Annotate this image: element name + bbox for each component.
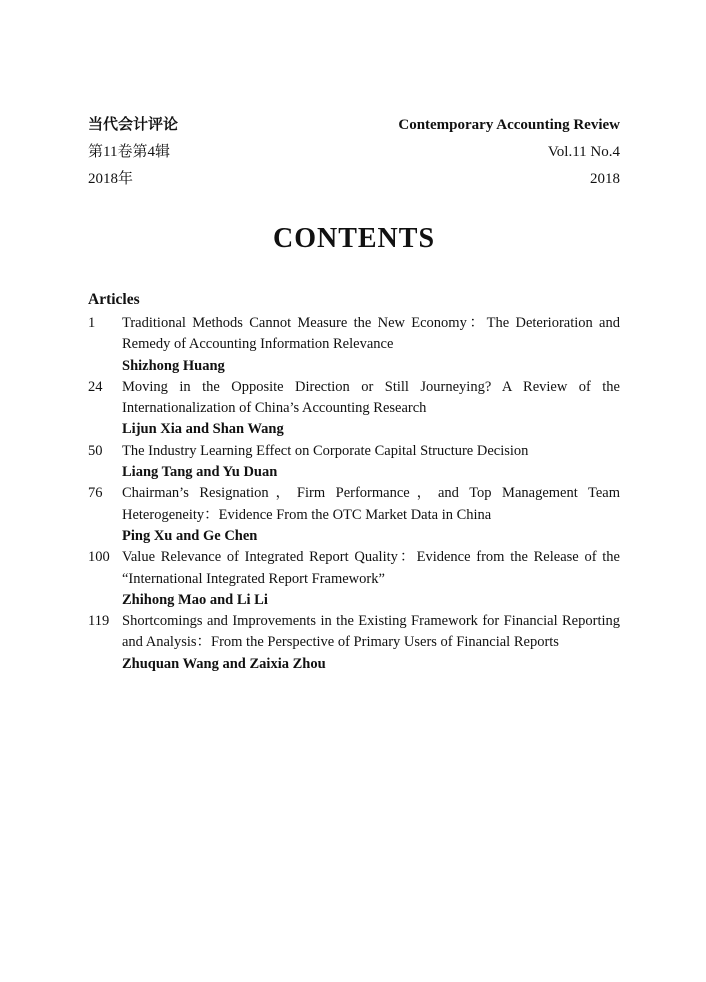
toc-entry-authors: Ping Xu and Ge Chen <box>122 527 258 544</box>
toc-entry <box>88 377 620 441</box>
journal-header <box>88 112 620 193</box>
toc-entry-authors: Shizhong Huang <box>122 357 225 374</box>
toc-entry <box>88 483 620 547</box>
toc-entry <box>88 547 620 611</box>
toc-entry <box>88 313 620 377</box>
journal-year-chinese: 2018年 <box>88 171 134 187</box>
journal-volume-chinese: 第11卷第4辑 <box>88 144 170 160</box>
toc-entry-authors: Liang Tang and Yu Duan <box>122 464 278 481</box>
journal-title-chinese: 当代会计评论 <box>88 117 179 133</box>
journal-header-english <box>398 112 620 193</box>
articles-section-heading: Articles <box>88 291 140 308</box>
contents-title: CONTENTS <box>272 223 436 254</box>
toc-entry-authors: Lijun Xia and Shan Wang <box>122 421 284 438</box>
toc-list <box>88 313 620 675</box>
toc-entry-page-number: 50 <box>88 442 103 459</box>
toc-entry-body <box>122 547 620 611</box>
toc-entry-title: Shortcomings and Improvements in the Existing Framework for Financial Reporting and Analysis：From the Perspective of Primary Users of Financial Reports <box>122 613 620 651</box>
toc-entry-title: Chairman’s Resignation，Firm Performance，and Top Management Team Heterogeneity：Evidence From the OTC Market Data in China <box>122 485 620 523</box>
toc-entry-title: The Industry Learning Effect on Corporate Capital Structure Decision <box>122 442 529 459</box>
toc-entry-body <box>122 483 620 547</box>
toc-entry-body <box>122 611 620 675</box>
toc-entry-title: Moving in the Opposite Direction or Still Journeying? A Review of the Internationalization of China’s Accounting Research <box>122 378 620 417</box>
toc-entry-page-number: 100 <box>88 549 110 566</box>
toc-entry-page-number: 24 <box>88 378 103 395</box>
toc-entry-page-number: 1 <box>88 315 96 331</box>
journal-title-english: Contemporary Accounting Review <box>398 117 620 133</box>
toc-entry-body <box>122 313 620 377</box>
toc-entry-page-number: 76 <box>88 485 103 502</box>
toc-entry <box>88 441 620 484</box>
toc-entry <box>88 611 620 675</box>
toc-entry-authors: Zhuquan Wang and Zaixia Zhou <box>122 655 326 672</box>
toc-entry-body <box>122 441 620 484</box>
journal-volume-english: Vol.11 No.4 <box>547 144 620 160</box>
toc-entry-body <box>122 377 620 441</box>
toc-entry-page-number: 119 <box>88 613 110 630</box>
toc-entry-title: Traditional Methods Cannot Measure the New Economy：The Deterioration and Remedy of Accounting Information Relevance <box>122 315 620 353</box>
toc-entry-authors: Zhihong Mao and Li Li <box>122 591 268 608</box>
journal-header-chinese <box>88 112 178 193</box>
journal-year-english: 2018 <box>590 171 620 187</box>
toc-entry-title: Value Relevance of Integrated Report Quality：Evidence from the Release of the “International Integrated Report Framework” <box>122 549 620 587</box>
